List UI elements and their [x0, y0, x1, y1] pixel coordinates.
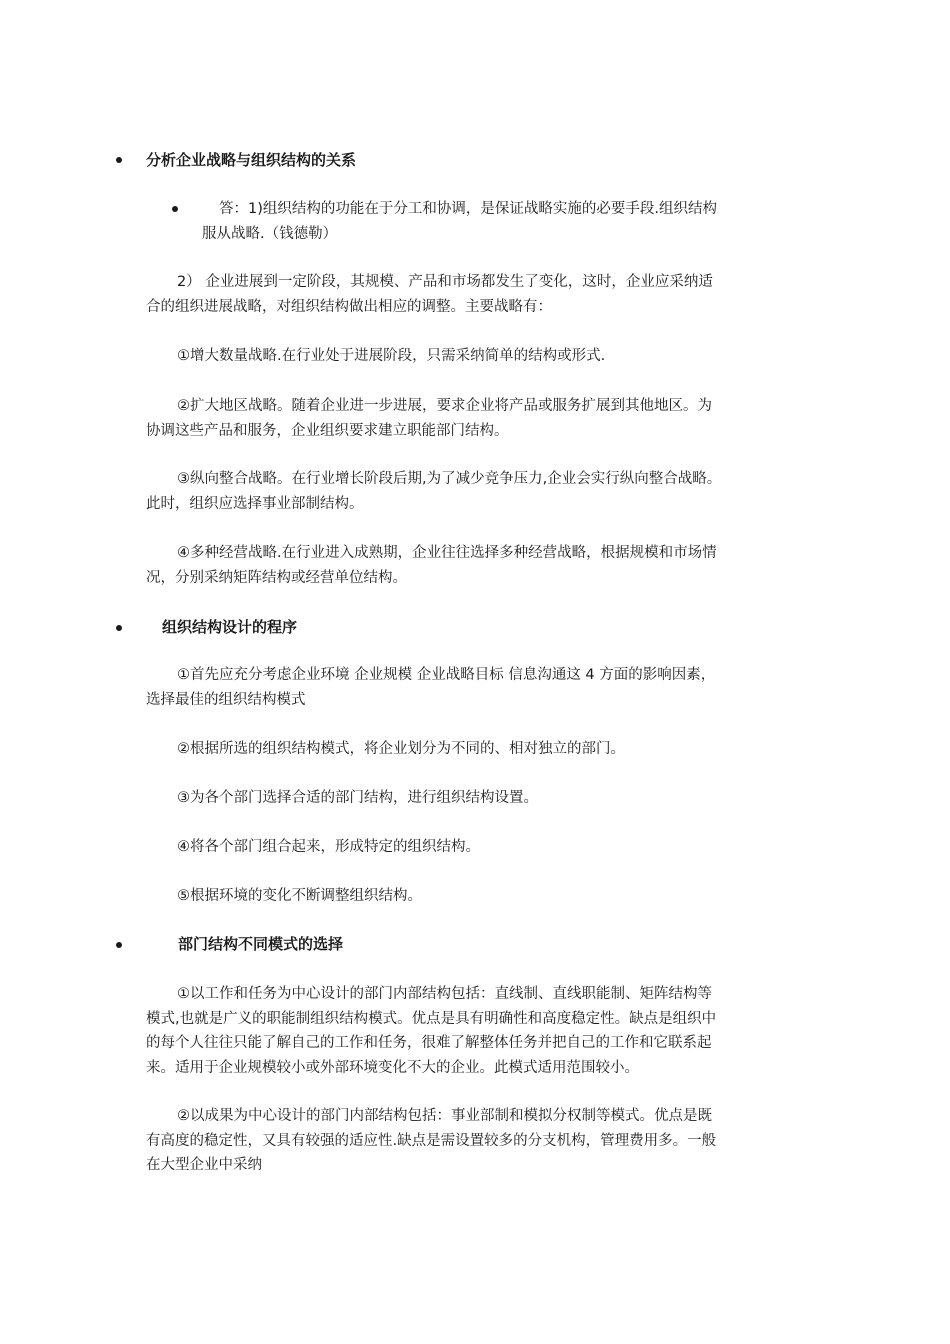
paragraph-line: 2） 企业进展到一定阶段，其规模、产品和市场都发生了变化，这时，企业应采纳适	[177, 274, 713, 290]
paragraph-line: ④将各个部门组合起来，形成特定的组织结构。	[177, 839, 480, 855]
bullet-marker	[116, 942, 122, 948]
paragraph-line: ②扩大地区战略。随着企业进一步进展，要求企业将产品或服务扩展到其他地区。为	[177, 398, 712, 414]
paragraph-line: ⑤根据环境的变化不断调整组织结构。	[177, 888, 422, 904]
paragraph	[146, 344, 810, 369]
paragraph-line: 来。适用于企业规模较小或外部环境变化不大的企业。此模式适用范围较小。	[146, 1059, 639, 1076]
paragraph-line: 在大型企业中采纳	[146, 1157, 262, 1173]
paragraph-line: 此时，组织应选择事业部制结构。	[146, 495, 364, 512]
paragraph-line: 协调这些产品和服务，企业组织要求建立职能部门结构。	[146, 422, 509, 439]
paragraph	[146, 270, 810, 319]
bullet-marker	[116, 157, 122, 163]
paragraph-line: ①首先应充分考虑企业环境 企业规模 企业战略目标 信息沟通这 4 方面的影响因素，	[177, 667, 716, 683]
paragraph	[146, 835, 810, 860]
answer-paragraph	[202, 197, 812, 246]
paragraph-line: 况，分别采纳矩阵结构或经营单位结构。	[146, 569, 407, 586]
paragraph-line: 的每个人往往只能了解自己的工作和任务，很难了解整体任务并把自己的工作和它联系起	[146, 1035, 712, 1051]
paragraph	[146, 467, 810, 516]
paragraph-line: ③为各个部门选择合适的部门结构，进行组织结构设置。	[177, 790, 538, 806]
paragraph	[146, 982, 810, 1080]
paragraph	[146, 1104, 810, 1178]
paragraph-line: ③纵向整合战略。在行业增长阶段后期,为了减少竞争压力,企业会实行纵向整合战略。	[177, 471, 722, 487]
paragraph-line: ①以工作和任务为中心设计的部门内部结构包括：直线制、直线职能制、矩阵结构等	[177, 986, 712, 1002]
answer-line: 答：1)组织结构的功能在于分工和协调，是保证战略实施的必要手段.组织结构	[219, 201, 717, 217]
section-heading-design-procedure: 组织结构设计的程序	[162, 618, 298, 636]
paragraph	[146, 663, 810, 712]
paragraph-line: 有高度的稳定性，又具有较强的适应性.缺点是需设置较多的分支机构，管理费用多。一般	[146, 1132, 717, 1149]
bullet-marker	[172, 206, 178, 212]
paragraph	[146, 394, 810, 443]
paragraph-line: 模式,也就是广义的职能制组织结构模式。优点是具有明确性和高度稳定性。缺点是组织中	[146, 1010, 717, 1027]
paragraph	[146, 541, 810, 590]
section-heading-strategy-structure: 分析企业战略与组织结构的关系	[146, 151, 357, 169]
paragraph-line: ④多种经营战略.在行业进入成熟期，企业往往选择多种经营战略，根据规模和市场情	[177, 545, 717, 561]
paragraph-line: ②根据所选的组织结构模式，将企业划分为不同的、相对独立的部门。	[177, 741, 625, 757]
paragraph	[146, 737, 810, 762]
answer-line: 服从战略.（钱德勒）	[202, 225, 338, 242]
paragraph	[146, 786, 810, 811]
paragraph-line: 合的组织进展战略，对组织结构做出相应的调整。主要战略有：	[146, 298, 552, 315]
section-heading-department-modes: 部门结构不同模式的选择	[178, 935, 344, 953]
paragraph-line: 选择最佳的组织结构模式	[146, 691, 306, 708]
paragraph-line: ②以成果为中心设计的部门内部结构包括：事业部制和模拟分权制等模式。优点是既	[177, 1108, 712, 1124]
paragraph-line: ①增大数量战略.在行业处于进展阶段，只需采纳简单的结构或形式.	[177, 348, 606, 364]
paragraph	[146, 884, 810, 909]
bullet-marker	[116, 625, 122, 631]
